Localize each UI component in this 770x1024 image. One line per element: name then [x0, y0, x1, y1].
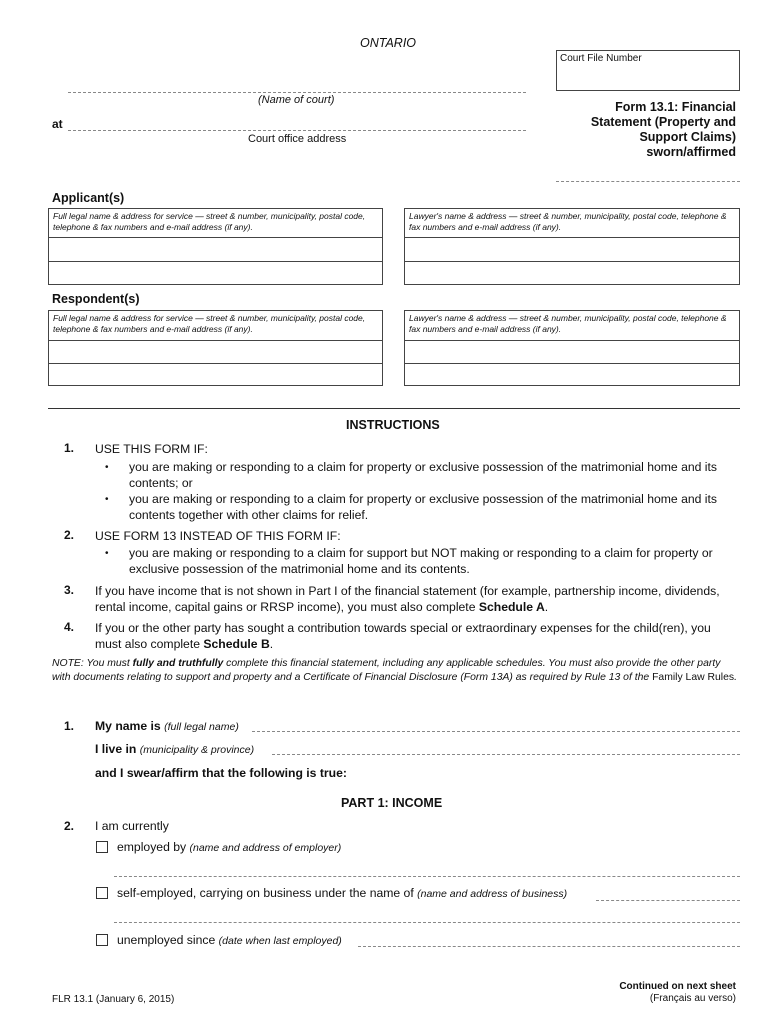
- respondent-party-hint: Full legal name & address for service — street & number, municipality, postal code, telephone & fax numbers and e-mail address (if any).: [53, 313, 366, 334]
- instructions-title: INSTRUCTIONS: [346, 418, 440, 432]
- instruction-3-text: [95, 583, 739, 615]
- bullet-icon: •: [105, 494, 109, 505]
- live-label: I live in: [95, 742, 137, 756]
- note-emphasis: fully and truthfully: [132, 658, 224, 669]
- instruction-4-text: [95, 620, 739, 652]
- employer-input[interactable]: [114, 876, 740, 877]
- section-divider: [48, 408, 740, 409]
- instruction-3-body: If you have income that is not shown in Part I of the financial statement (for example, partnership income, dividends, rental income, capital gains or RRSP income), you must also complete: [95, 584, 720, 614]
- note-family-law-rules: Family Law Rules: [652, 672, 735, 683]
- applicant-party-hint: Full legal name & address for service — street & number, municipality, postal code, telephone & fax numbers and e-mail address (if any).: [53, 211, 366, 232]
- schedule-b-ref: Schedule B: [203, 637, 270, 651]
- unemployed-checkbox[interactable]: [96, 934, 108, 946]
- full-name-input[interactable]: [252, 731, 740, 732]
- business-address-input[interactable]: [114, 922, 740, 923]
- at-label: at: [52, 117, 63, 131]
- residence-input[interactable]: [272, 754, 740, 755]
- unemployed-since-input[interactable]: [358, 946, 740, 947]
- note-part-d: .: [734, 672, 737, 683]
- applicant-lawyer-box[interactable]: [404, 208, 740, 285]
- form-title-line3: Support Claims): [639, 130, 736, 144]
- instruction-2-bullet-1: you are making or responding to a claim for support but NOT making or responding to a claim for property or exclusive possession of the matrimonial home and its contents.: [129, 546, 713, 576]
- name-field-label: [95, 719, 239, 733]
- form-code: FLR 13.1 (January 6, 2015): [52, 994, 175, 1005]
- bullet-icon: •: [105, 462, 109, 473]
- respondents-title: Respondent(s): [52, 292, 140, 306]
- form-title-line1: Form 13.1: Financial: [615, 100, 736, 114]
- schedule-a-ref: Schedule A: [478, 600, 545, 614]
- part-1-title: PART 1: INCOME: [341, 796, 443, 810]
- respondent-lawyer-box[interactable]: [404, 310, 740, 386]
- employed-hint: (name and address of employer): [189, 842, 342, 854]
- self-employed-checkbox[interactable]: [96, 887, 108, 899]
- instruction-1-bullet-2: you are making or responding to a claim for property or exclusive possession of the matrimonial home and its contents together with other claims for relief.: [129, 492, 717, 522]
- unemployed-label: unemployed since: [117, 933, 216, 947]
- instruction-1-bullet-1: you are making or responding to a claim for property or exclusive possession of the matrimonial home and its contents; or: [129, 460, 717, 490]
- unemployed-hint: (date when last employed): [218, 935, 342, 947]
- province-heading: ONTARIO: [360, 36, 417, 50]
- instruction-2-number: 2.: [64, 528, 75, 542]
- respondent-lawyer-hint: Lawyer's name & address — street & number, municipality, postal code, telephone & fax numbers and e-mail address (if any).: [409, 313, 727, 334]
- court-name-label: (Name of court): [258, 94, 335, 106]
- continued-note: Continued on next sheet: [619, 981, 736, 992]
- instruction-4-body: If you or the other party has sought a contribution towards special or extraordinary expenses for the child(ren), you must also complete: [95, 621, 711, 651]
- employed-label: employed by: [117, 840, 187, 854]
- bullet-icon: •: [105, 548, 109, 559]
- item-2-number: 2.: [64, 819, 75, 833]
- respondent-party-box[interactable]: [48, 310, 383, 386]
- unemployed-option: [117, 933, 342, 947]
- french-note: (Français au verso): [649, 993, 736, 1004]
- form-title-line4: sworn/affirmed: [646, 145, 736, 159]
- court-address-label: Court office address: [248, 133, 347, 145]
- court-address-line[interactable]: [68, 130, 526, 131]
- business-name-input[interactable]: [596, 900, 740, 901]
- note-part-b: complete this financial statement, including any applicable schedules. You must also provide the other party with documents relating to support and property and a Certificate of Financial Disclosure (Form 13A) as required by Rule 13 of the: [52, 658, 721, 683]
- live-hint: (municipality & province): [139, 744, 255, 756]
- self-employed-option: [117, 886, 567, 900]
- instruction-4-period: .: [269, 637, 274, 651]
- instructions-note: [52, 657, 740, 685]
- name-hint: (full legal name): [164, 721, 239, 733]
- form-title: [591, 100, 736, 160]
- self-employed-hint: (name and address of business): [417, 888, 568, 900]
- sworn-date-line[interactable]: [556, 181, 740, 182]
- name-label: My name is: [95, 719, 161, 733]
- court-name-line[interactable]: [68, 92, 526, 93]
- currently-label: I am currently: [95, 819, 169, 833]
- swear-statement: and I swear/affirm that the following is true:: [95, 766, 347, 780]
- instruction-4-number: 4.: [64, 620, 75, 634]
- instruction-1-number: 1.: [64, 441, 75, 455]
- self-employed-label: self-employed, carrying on business under the name of: [117, 886, 414, 900]
- item-1-number: 1.: [64, 719, 75, 733]
- applicant-lawyer-hint: Lawyer's name & address — street & number, municipality, postal code, telephone & fax numbers and e-mail address (if any).: [409, 211, 727, 232]
- employed-option: [117, 840, 341, 854]
- instruction-3-number: 3.: [64, 583, 75, 597]
- instruction-3-period: .: [544, 600, 549, 614]
- note-part-a: NOTE: You must: [52, 658, 133, 669]
- instruction-1-text: USE THIS FORM IF:: [95, 442, 208, 456]
- applicants-title: Applicant(s): [52, 191, 125, 205]
- form-title-line2: Statement (Property and: [590, 115, 736, 129]
- instruction-2-text: USE FORM 13 INSTEAD OF THIS FORM IF:: [95, 529, 341, 543]
- residence-field-label: [95, 742, 254, 756]
- court-file-number-label: Court File Number: [560, 53, 642, 64]
- court-file-number-box[interactable]: [556, 50, 740, 91]
- employed-checkbox[interactable]: [96, 841, 108, 853]
- applicant-party-box[interactable]: [48, 208, 383, 285]
